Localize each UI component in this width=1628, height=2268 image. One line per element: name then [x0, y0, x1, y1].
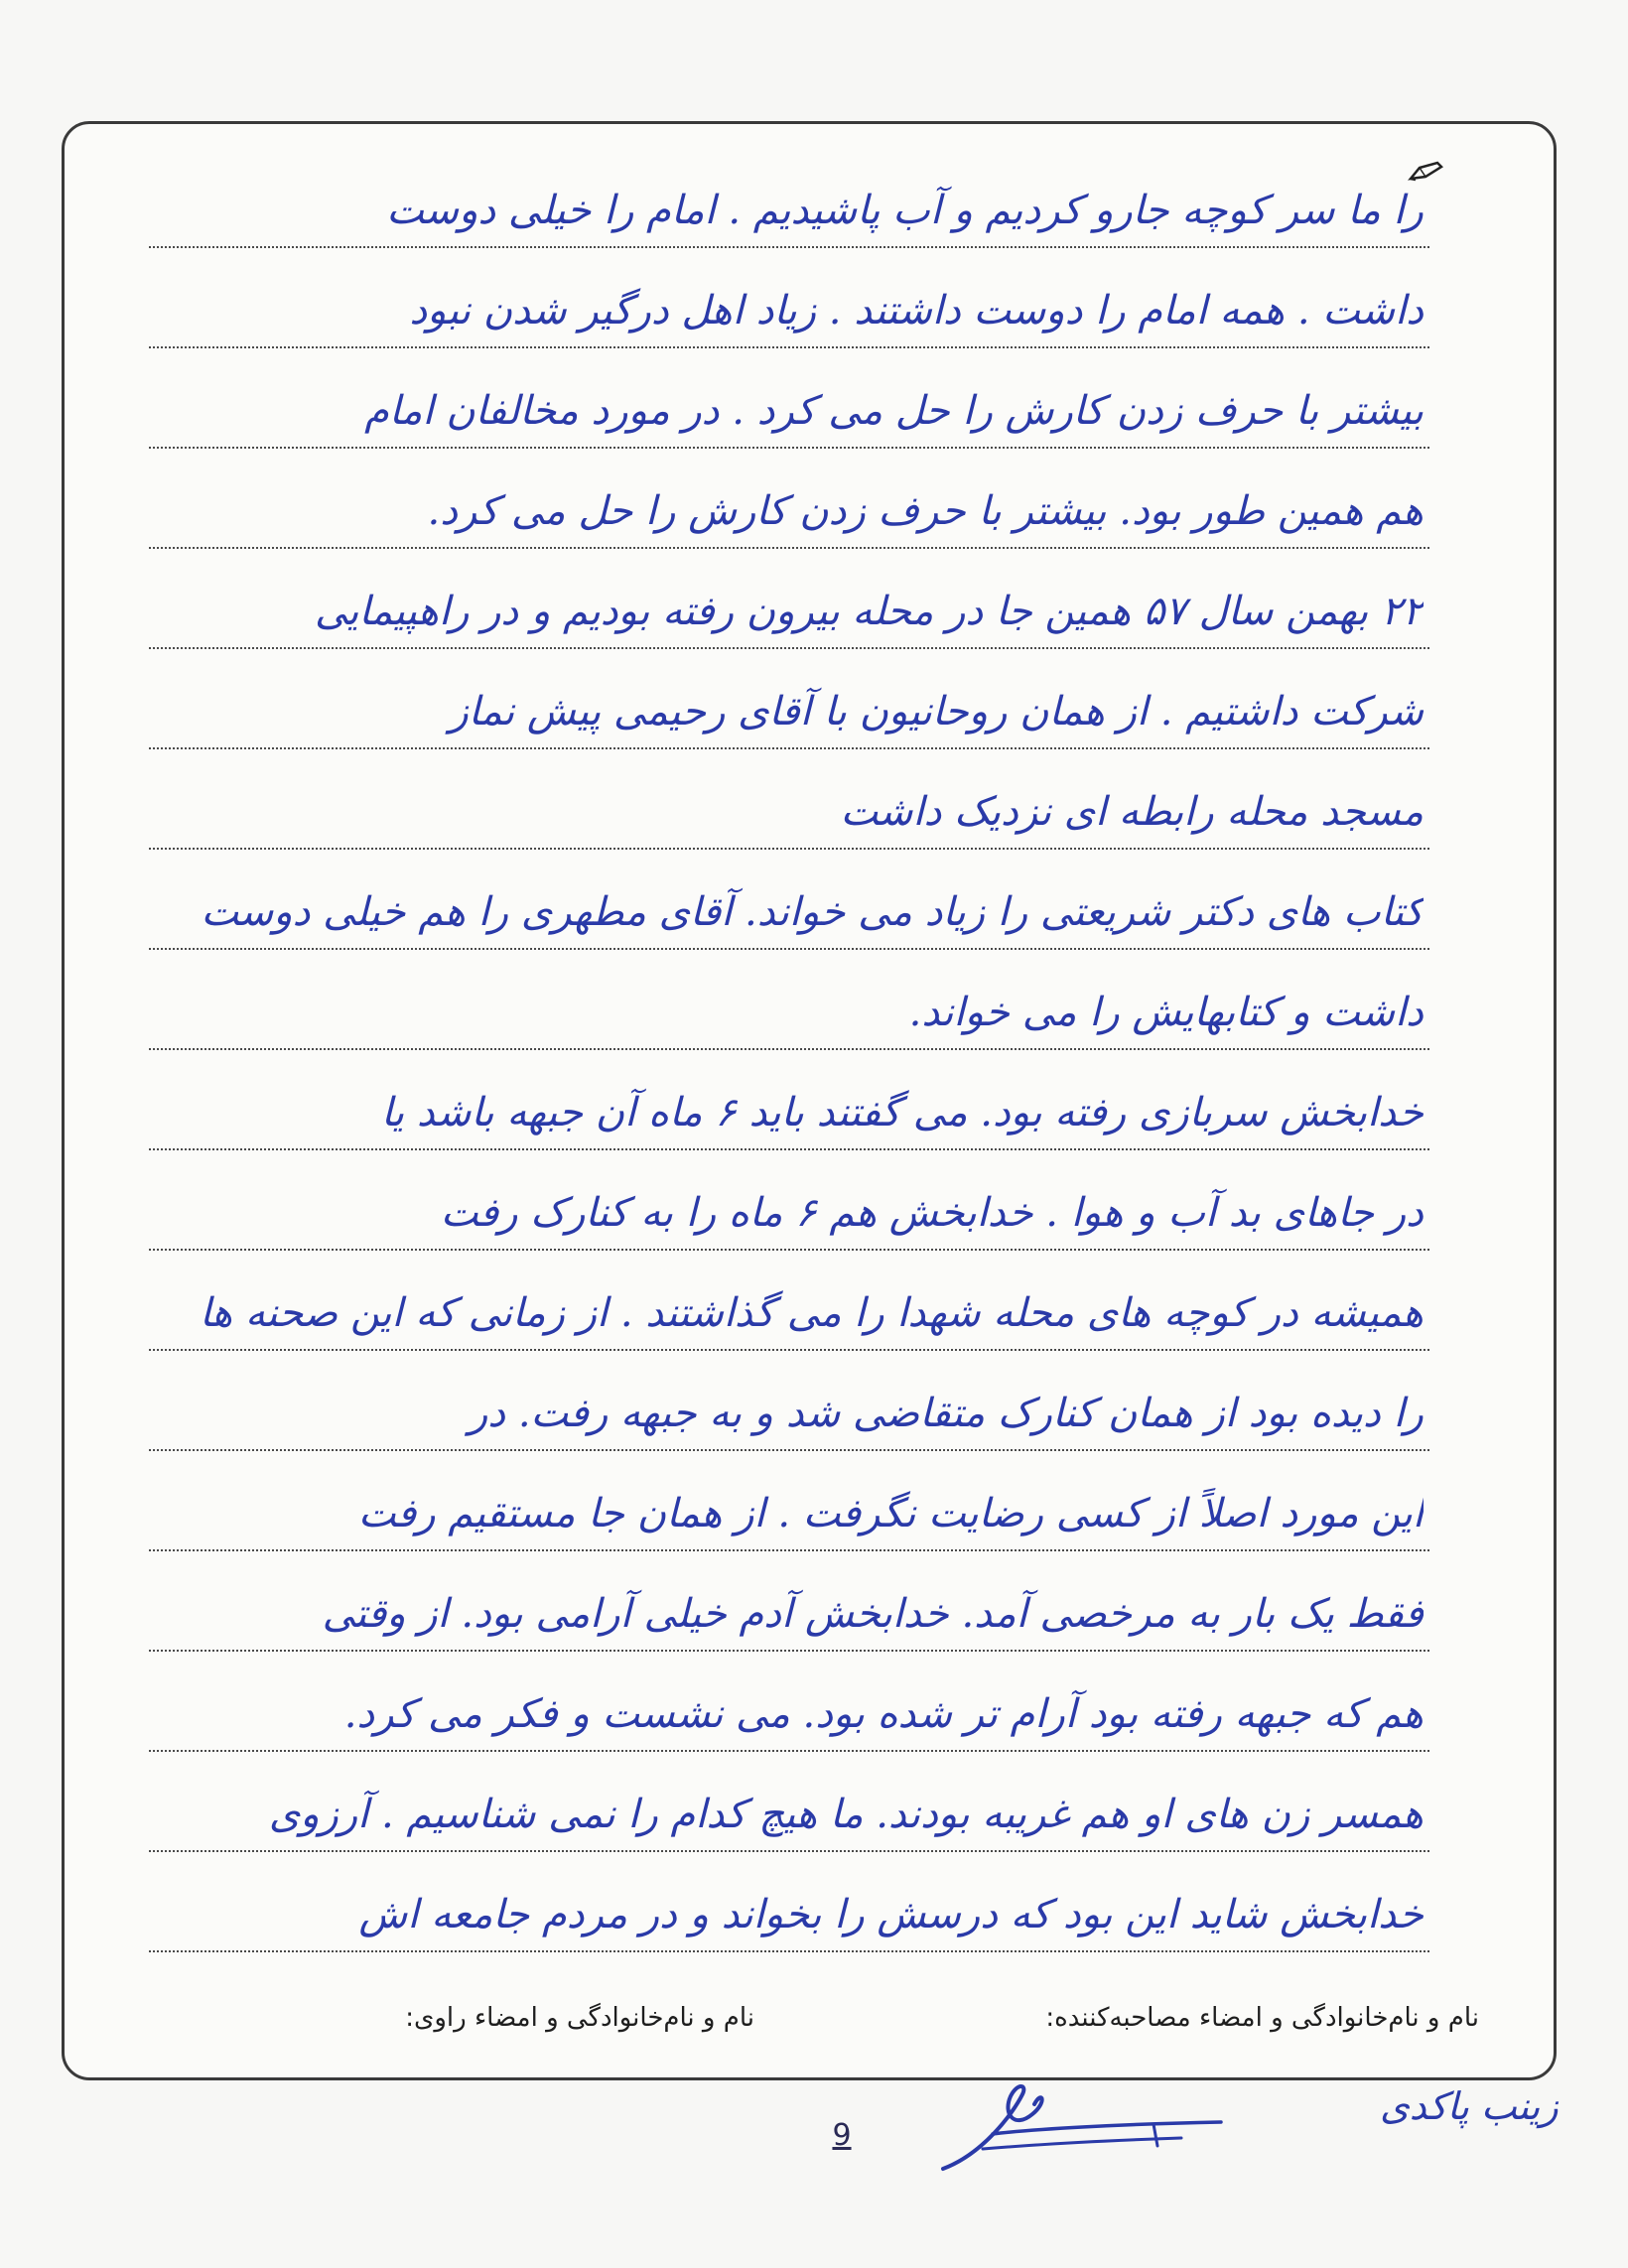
text-line: داشت . همه امام را دوست داشتند . زیاد اهل درگیر شدن نبود [149, 249, 1429, 348]
text-line: این مورد اصلاً از کسی رضایت نگرفت . از همان جا مستقیم رفت [149, 1452, 1429, 1551]
text-line: شرکت داشتیم . از همان روحانیون با آقای رحیمی پیش نماز [149, 650, 1429, 749]
text-line: را ما سر کوچه جارو کردیم و آب پاشیدیم . امام را خیلی دوست [149, 149, 1429, 248]
text-line: خدابخش سربازی رفته بود. می گفتند باید ۶ ماه آن جبهه باشد یا [149, 1051, 1429, 1150]
text-line: را دیده بود از همان کنارک متقاضی شد و به جبهه رفت. در [149, 1352, 1429, 1451]
text-line: همسر زن های او هم غریبه بودند. ما هیچ کدام را نمی شناسیم . آرزوی [149, 1753, 1429, 1852]
text-line: داشت و کتابهایش را می خواند. [149, 951, 1429, 1050]
text-line: کتاب های دکتر شریعتی را زیاد می خواند. آقای مطهری را هم خیلی دوست [149, 851, 1429, 950]
page-number: 9 [832, 2118, 852, 2153]
text-line: هم که جبهه رفته بود آرام تر شده بود. می نشست و فکر می کرد. [149, 1653, 1429, 1752]
text-line: خدابخش شاید این بود که درسش را بخواند و در مردم جامعه اش [149, 1853, 1429, 1952]
text-line: همیشه در کوچه های محله شهدا را می گذاشتند . از زمانی که این صحنه ها [149, 1252, 1429, 1351]
handwritten-name: زینب پاکدی [1380, 2084, 1559, 2128]
text-line: ۲۲ بهمن سال ۵۷ همین جا در محله بیرون رفته بودیم و در راهپیمایی [149, 550, 1429, 649]
text-line: بیشتر با حرف زدن کارش را حل می کرد . در مورد مخالفان امام [149, 349, 1429, 449]
narrator-signature-label: نام و نام‌خانوادگی و امضاء راوی: [405, 2003, 754, 2033]
text-line: هم همین طور بود. بیشتر با حرف زدن کارش را حل می کرد. [149, 450, 1429, 549]
text-line: مسجد محله رابطه ای نزدیک داشت [149, 750, 1429, 850]
text-line: فقط یک بار به مرخصی آمد. خدابخش آدم خیلی آرامی بود. از وقتی [149, 1552, 1429, 1652]
text-line: در جاهای بد آب و هوا . خدابخش هم ۶ ماه را به کنارک رفت [149, 1151, 1429, 1251]
signature-icon [923, 2074, 1241, 2184]
handwritten-body [149, 149, 1429, 1965]
interviewer-signature-label: نام و نام‌خانوادگی و امضاء مصاحبه‌کننده: [1045, 2003, 1479, 2033]
